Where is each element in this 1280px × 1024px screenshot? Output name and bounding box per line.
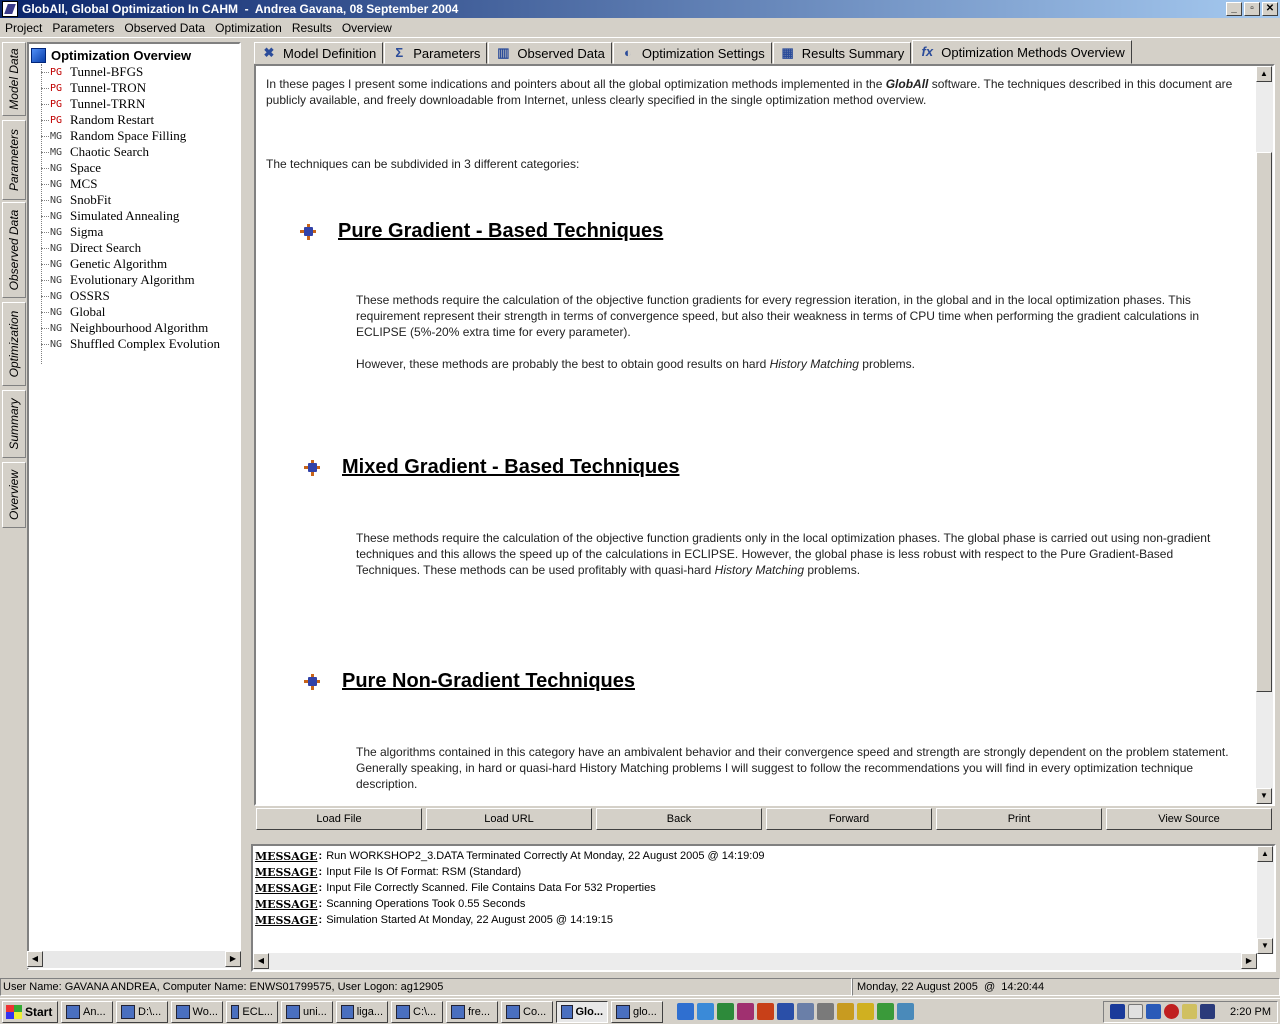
log-tag: MESSAGE (255, 849, 318, 863)
method-type-tag: MG (50, 146, 63, 158)
para-text: problems. (858, 357, 915, 371)
function-icon: fx (921, 44, 934, 59)
section-paragraph (356, 356, 1236, 372)
method-type-tag: NG (50, 338, 63, 350)
tree-horizontal-scrollbar[interactable] (27, 951, 241, 968)
tree-connector (41, 296, 49, 297)
log-line (255, 880, 656, 896)
tree-connector (41, 232, 49, 233)
vtab-observed-data[interactable] (2, 202, 26, 298)
tree-item-label: MCS (70, 176, 98, 191)
scroll-up-button[interactable]: ▲ (1257, 846, 1273, 862)
tree-item[interactable] (41, 208, 179, 224)
load-file-button[interactable]: Load File (256, 808, 422, 830)
method-type-tag: NG (50, 210, 63, 222)
message-log[interactable] (251, 844, 1276, 972)
tree-item-label: OSSRS (70, 288, 110, 303)
task-app-icon (286, 1005, 300, 1019)
tree-connector (41, 216, 49, 217)
messenger-icon[interactable] (1182, 1004, 1197, 1019)
scroll-left-button[interactable]: ◀ (27, 951, 43, 967)
tree-item-label: Tunnel-TRRN (70, 96, 146, 111)
tree-connector (41, 344, 49, 345)
tree-connector (41, 280, 49, 281)
panel-splitter[interactable] (244, 40, 250, 972)
load-url-button[interactable]: Load URL (426, 808, 592, 830)
tab-label: Model Definition (283, 45, 377, 61)
para-text: However, these methods are probably the best to obtain good results on hard (356, 357, 770, 371)
log-separator: : (318, 866, 323, 878)
log-separator: : (318, 850, 323, 862)
vtab-label: Summary (7, 398, 21, 450)
media-icon[interactable] (857, 1003, 874, 1020)
menu-overview[interactable]: Overview (341, 20, 392, 35)
method-type-tag: NG (50, 258, 63, 270)
para-text: These methods require the calculation of the objective function gradients only in the local optimization phases. The global phase is carried out using non-gradient techniques and this allows the speed up of the calculations in ECLIPSE. However, the global phase is less robust with respect to the Pure Gradient-Based Techniques. These methods can be used profitably with quasi-hard (356, 531, 1211, 577)
tree-item-label: Random Space Filling (70, 128, 187, 143)
intro-paragraph (266, 76, 1241, 108)
section-title[interactable]: Pure Non-Gradient Techniques (342, 670, 635, 692)
vtab-overview[interactable] (2, 462, 26, 528)
tab-label: Optimization Methods Overview (941, 44, 1125, 60)
section-mixed-gradient (302, 456, 679, 479)
tree-item[interactable] (41, 304, 105, 320)
task-app-icon (231, 1005, 239, 1019)
taskbar-button[interactable] (226, 1001, 278, 1023)
tree-item[interactable] (41, 272, 195, 288)
menu-optimization[interactable]: Optimization (215, 20, 282, 35)
section-pure-non-gradient (302, 670, 635, 693)
tree-item-label: Shuffled Complex Evolution (70, 336, 220, 351)
system-tray (1103, 1001, 1278, 1023)
method-type-tag: NG (50, 194, 63, 206)
tab-results-summary[interactable] (773, 42, 912, 64)
start-label: Start (25, 1004, 53, 1019)
vtab-label: Overview (7, 469, 21, 521)
method-type-tag: NG (50, 242, 63, 254)
tree-connector (41, 120, 49, 121)
menu-project[interactable]: Project (5, 20, 43, 35)
method-type-tag: NG (50, 290, 63, 302)
method-type-tag: PG (50, 82, 63, 94)
title-bar[interactable] (0, 0, 1280, 18)
taskbar-button[interactable] (61, 1001, 113, 1023)
minimize-button[interactable]: _ (1226, 2, 1242, 16)
print-button[interactable]: Print (936, 808, 1102, 830)
method-type-tag: NG (50, 322, 63, 334)
method-type-tag: NG (50, 178, 63, 190)
categories-intro: The techniques can be subdivided in 3 different categories: (266, 157, 580, 171)
scroll-left-button[interactable]: ◀ (253, 953, 269, 969)
tree-item[interactable] (41, 64, 143, 80)
tab-parameters[interactable] (384, 42, 487, 64)
taskbar-button-label: Co... (523, 1005, 547, 1018)
log-tag: MESSAGE (255, 913, 318, 927)
tree-connector (41, 168, 49, 169)
tool-icon[interactable] (897, 1003, 914, 1020)
taskbar-button[interactable] (446, 1001, 498, 1023)
log-line (255, 848, 765, 864)
task-app-icon (506, 1005, 520, 1019)
scroll-right-button[interactable]: ▶ (225, 951, 241, 967)
alert-icon[interactable] (1164, 1004, 1179, 1019)
task-app-icon (121, 1005, 135, 1019)
log-tag: MESSAGE (255, 881, 318, 895)
quick-launch (677, 1003, 914, 1020)
taskbar-button[interactable] (281, 1001, 333, 1023)
log-text: Input File Is Of Format: RSM (Standard) (326, 866, 522, 878)
tree-item-label: Sigma (70, 224, 104, 239)
access-icon[interactable] (737, 1003, 754, 1020)
vertical-tab-strip (2, 40, 26, 970)
view-source-button[interactable]: View Source (1106, 808, 1272, 830)
vtab-model-data[interactable] (2, 42, 26, 116)
taskbar-button[interactable] (171, 1001, 223, 1023)
tab-optimization-settings[interactable] (613, 42, 772, 64)
method-tree[interactable] (27, 42, 241, 970)
log-tag: MESSAGE (255, 865, 318, 879)
log-line (255, 912, 613, 928)
section-paragraph (356, 530, 1236, 578)
scroll-right-button[interactable]: ▶ (1241, 953, 1257, 969)
tree-item[interactable] (41, 80, 146, 96)
bullet-icon (302, 458, 322, 478)
tree-item[interactable] (41, 112, 154, 128)
tab-label: Optimization Settings (641, 45, 765, 61)
menu-results[interactable]: Results (291, 20, 332, 35)
tree-item-label: Direct Search (70, 240, 142, 255)
tree-root-label: Optimization Overview (51, 47, 192, 63)
tab-label: Parameters (413, 45, 481, 61)
taskbar-button-label: fre... (468, 1005, 491, 1018)
method-type-tag: MG (50, 130, 63, 142)
tree-item-label: Simulated Annealing (70, 208, 180, 223)
log-horizontal-scrollbar[interactable] (253, 953, 1257, 970)
section-title[interactable]: Pure Gradient - Based Techniques (338, 220, 664, 242)
scroll-up-button[interactable]: ▲ (1256, 66, 1272, 82)
log-vertical-scrollbar[interactable] (1257, 846, 1274, 954)
tab-label: Observed Data (517, 45, 605, 61)
tab-optimization-methods-overview[interactable] (912, 40, 1132, 64)
method-type-tag: NG (50, 274, 63, 286)
chart-icon: ▥ (497, 45, 510, 60)
method-type-tag: PG (50, 114, 63, 126)
log-separator: : (318, 882, 323, 894)
viewer-button-bar (256, 808, 1272, 830)
taskbar-button[interactable] (501, 1001, 553, 1023)
section-pure-gradient (298, 220, 663, 243)
taskbar-button-label: glo... (633, 1005, 657, 1018)
taskbar-button-label: liga... (356, 1005, 383, 1018)
taskbar-button[interactable] (116, 1001, 168, 1023)
taskbar-button-label: Glo... (575, 1005, 603, 1018)
html-viewer[interactable] (254, 64, 1275, 806)
taskbar (0, 998, 1280, 1024)
log-line (255, 864, 521, 880)
log-text: Scanning Operations Took 0.55 Seconds (326, 898, 526, 910)
taskbar-button[interactable] (611, 1001, 663, 1023)
vtab-summary[interactable] (2, 390, 26, 458)
tree-item[interactable] (41, 176, 97, 192)
tree-item-label: Evolutionary Algorithm (70, 272, 195, 287)
tray-icon[interactable] (1110, 1004, 1125, 1019)
app-name: GlobAll (885, 77, 929, 91)
menu-parameters[interactable]: Parameters (52, 20, 115, 35)
tree-item-label: Random Restart (70, 112, 155, 127)
settings-icon: ◐ (623, 45, 632, 60)
menu-bar (0, 18, 1280, 38)
log-text: Simulation Started At Monday, 22 August 2005 @ 14:19:15 (326, 914, 613, 926)
maximize-button[interactable]: ▫ (1244, 2, 1260, 16)
window-title: GlobAll, Global Optimization In CAHM - Andrea Gavana, 08 September 2004 (22, 2, 459, 16)
log-separator: : (318, 914, 323, 926)
tree-connector (41, 136, 49, 137)
tree-connector (41, 72, 49, 73)
taskbar-button-label: ECL... (242, 1005, 273, 1018)
status-user: User Name: GAVANA ANDREA, Computer Name: ENWS01799575, User Logon: ag12905 (0, 978, 852, 996)
log-line (255, 896, 525, 912)
tree-item[interactable] (41, 320, 208, 336)
method-type-tag: PG (50, 98, 63, 110)
vtab-label: Observed Data (7, 209, 21, 291)
log-text: Input File Correctly Scanned. File Contains Data For 532 Properties (326, 882, 656, 894)
computer-icon[interactable] (817, 1003, 834, 1020)
tree-item-label: Neighbourhood Algorithm (70, 320, 209, 335)
section-paragraph: The algorithms contained in this category have an ambivalent behavior and their convergence speed and strength are strongly dependent on the problem statement. Generally speaking, in hard or quasi-hard History Matching problems I will suggest to follow the recommendations you will find in every optimization technique description. (356, 745, 1229, 791)
scroll-down-button[interactable]: ▼ (1257, 938, 1273, 954)
method-type-tag: NG (50, 162, 63, 174)
task-app-icon (616, 1005, 630, 1019)
intro-text-end: software. The techniques described in this document are publicly available, and freely downloadable from Internet, unless clearly specified in the single optimization method overview. (266, 77, 1233, 107)
para-emphasis: History Matching (769, 357, 859, 371)
para-emphasis: History Matching (714, 563, 805, 577)
task-app-icon (451, 1005, 465, 1019)
tools-icon: ✖ (263, 45, 275, 60)
vtab-label: Optimization (7, 310, 21, 378)
tree-item-label: SnobFit (70, 192, 112, 207)
tree-item-label: Tunnel-BFGS (70, 64, 144, 79)
window-icon[interactable] (797, 1003, 814, 1020)
para-text: problems. (804, 563, 861, 577)
content-vertical-scrollbar[interactable] (1256, 66, 1273, 804)
clock[interactable]: 2:20 PM (1230, 1005, 1271, 1018)
log-separator: : (318, 898, 323, 910)
tree-root[interactable] (31, 46, 191, 64)
section-title[interactable]: Mixed Gradient - Based Techniques (342, 456, 680, 478)
close-button[interactable]: ✕ (1262, 2, 1278, 16)
tree-connector (41, 248, 49, 249)
network-icon[interactable] (697, 1003, 714, 1020)
tree-connector (41, 312, 49, 313)
back-button[interactable]: Back (596, 808, 762, 830)
antivirus-icon[interactable] (1146, 1004, 1161, 1019)
vtab-label: Model Data (7, 48, 21, 110)
excel-icon[interactable] (717, 1003, 734, 1020)
tree-item[interactable] (41, 160, 101, 176)
tree-item[interactable] (41, 96, 145, 112)
tree-item[interactable] (41, 144, 149, 160)
scroll-thumb[interactable] (1256, 152, 1272, 692)
section-paragraph: These methods require the calculation of the objective function gradients for every regression iteration, in the global and in the local optimization phases. This requirement represent their strength in terms of convergence speed, but also their weakness in terms of CPU time when performing the gradient calculations in ECLIPSE (5%-20% extra time for every parameter). (356, 293, 1200, 339)
vtab-optimization[interactable] (2, 302, 26, 386)
tree-item-label: Tunnel-TRON (70, 80, 147, 95)
scroll-down-button[interactable]: ▼ (1256, 788, 1272, 804)
tree-item[interactable] (41, 288, 110, 304)
taskbar-button[interactable] (556, 1001, 608, 1023)
taskbar-button-label: uni... (303, 1005, 327, 1018)
tree-item-label: Global (70, 304, 106, 319)
tree-item[interactable] (41, 256, 167, 272)
volume-icon[interactable] (1128, 1004, 1143, 1019)
taskbar-button-label: Wo... (192, 1005, 218, 1018)
tree-connector (41, 88, 49, 89)
log-text: Run WORKSHOP2_3.DATA Terminated Correctly At Monday, 22 August 2005 @ 14:19:09 (326, 850, 765, 862)
app-icon (2, 1, 18, 17)
bullet-icon (298, 222, 318, 242)
status-datetime: Monday, 22 August 2005 @ 14:20:44 (852, 978, 1280, 996)
folder-icon[interactable] (837, 1003, 854, 1020)
windows-logo-icon (6, 1005, 22, 1019)
ie-icon[interactable] (677, 1003, 694, 1020)
taskbar-button[interactable] (336, 1001, 388, 1023)
tree-item[interactable] (41, 336, 220, 352)
task-app-icon (561, 1005, 573, 1019)
tab-label: Results Summary (801, 45, 905, 61)
log-tag: MESSAGE (255, 897, 318, 911)
task-app-icon (341, 1005, 354, 1019)
tree-connector (41, 328, 49, 329)
taskbar-button[interactable] (391, 1001, 443, 1023)
start-button[interactable] (2, 1001, 58, 1023)
tab-bar (254, 42, 1133, 64)
tree-item[interactable] (41, 240, 141, 256)
taskbar-button-label: D:\... (138, 1005, 162, 1018)
sigma-icon: Σ (395, 45, 404, 60)
tree-item-label: Genetic Algorithm (70, 256, 168, 271)
tab-model-definition[interactable] (254, 42, 383, 64)
tree-item-label: Chaotic Search (70, 144, 150, 159)
task-app-icon (396, 1005, 410, 1019)
bullet-icon (302, 672, 322, 692)
word-icon[interactable] (777, 1003, 794, 1020)
powerpoint-icon[interactable] (757, 1003, 774, 1020)
tree-connector (41, 104, 49, 105)
tab-observed-data[interactable] (488, 42, 611, 64)
app-icon[interactable] (877, 1003, 894, 1020)
method-type-tag: NG (50, 226, 63, 238)
method-type-tag: PG (50, 66, 63, 78)
network-tray-icon[interactable] (1200, 1004, 1215, 1019)
tree-item-label: Space (70, 160, 102, 175)
vtab-label: Parameters (7, 128, 21, 192)
forward-button[interactable]: Forward (766, 808, 932, 830)
cube-icon (31, 48, 46, 63)
taskbar-button-label: C:\... (413, 1005, 437, 1018)
tree-connector (41, 264, 49, 265)
tree-connector (41, 184, 49, 185)
status-bar (0, 978, 1280, 996)
tree-item[interactable] (41, 192, 111, 208)
task-app-icon (66, 1005, 80, 1019)
tree-connector (41, 200, 49, 201)
tree-item[interactable] (41, 224, 103, 240)
menu-observed-data[interactable]: Observed Data (124, 20, 206, 35)
bar-chart-icon: ▦ (781, 45, 794, 60)
intro-text: In these pages I present some indications and pointers about all the global optimization methods implemented in the (266, 77, 886, 91)
tree-connector (41, 152, 49, 153)
task-app-icon (176, 1005, 190, 1019)
method-type-tag: NG (50, 306, 63, 318)
taskbar-button-label: An... (83, 1005, 106, 1018)
tree-item[interactable] (41, 128, 186, 144)
vtab-parameters[interactable] (2, 120, 26, 200)
